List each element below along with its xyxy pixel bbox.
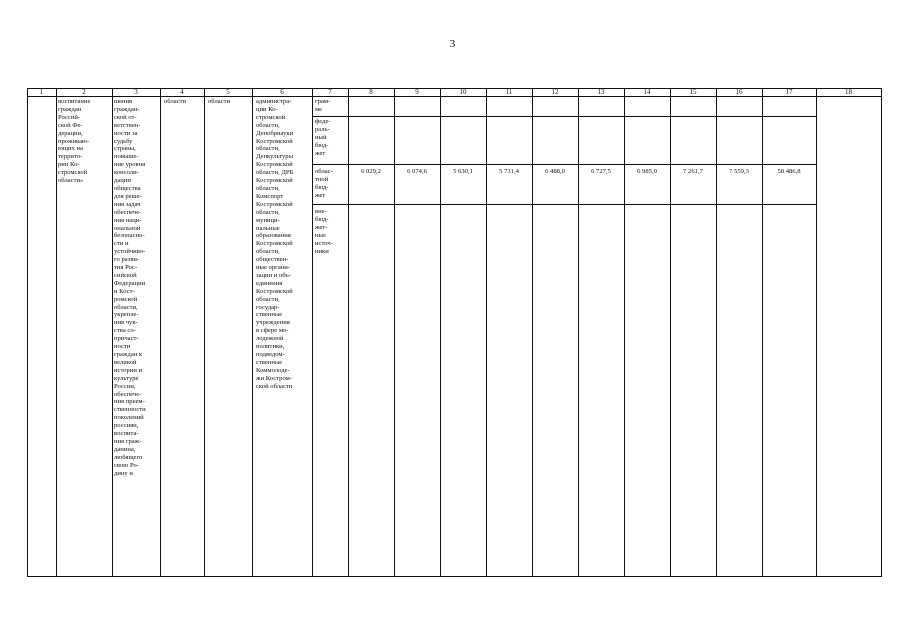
- col4-text: области: [164, 98, 187, 105]
- regional-budget-value: 7 559,3: [729, 168, 749, 175]
- column-header: 18: [845, 88, 852, 96]
- funding-source-extrabudgetary: вне- бюд- жет- ные источ- ники: [315, 208, 333, 255]
- column-header: 10: [459, 88, 467, 96]
- table-border-left: [27, 88, 28, 576]
- regional-budget-value: 6 727,5: [591, 168, 611, 175]
- column-header: 5: [226, 88, 230, 96]
- column-header: 6: [280, 88, 284, 96]
- table-bottom-border: [27, 576, 882, 577]
- col-divider: [56, 88, 57, 576]
- col5-text: области: [208, 98, 231, 105]
- program-goal-text: воспитание граждан Россий- ской Фе- дерации, проживаю- ющих на террито- рии Ко- стромской области»: [58, 98, 91, 185]
- regional-budget-value: 6 985,0: [637, 168, 657, 175]
- col-divider: [578, 88, 579, 576]
- col-divider: [816, 88, 817, 576]
- page-number: 3: [449, 38, 456, 50]
- column-header: 9: [415, 88, 419, 96]
- funding-source-regional: облас- тной бюд- жет: [315, 168, 333, 199]
- funding-source-program: грам- ме: [315, 98, 331, 113]
- column-header: 11: [505, 88, 513, 96]
- row-divider: [312, 164, 816, 165]
- col-divider: [252, 88, 253, 576]
- col-divider: [112, 88, 113, 576]
- col-divider: [716, 88, 717, 576]
- column-header: 17: [785, 88, 793, 96]
- program-task-text: шения граждан- ской от- ветствен- ности за судьбу страны, повыше- ние уровня консоли- дации общества для реше- ния задач обеспече- ния наци- ональной безопасно- сти и устойчиво- го разви- тия Рос- сийской Федерации и Кост- ромской области, укрепле- ния чув- ства со- причаст- ности граждан к великой истории и культуре России, обеспече- ния преем- ственности поколений россиян, воспита- ния граж- данина, любящего свою Ро- дину и: [114, 98, 146, 477]
- regional-budget-value: 6 074,6: [407, 168, 427, 175]
- regional-budget-value: 5 630,1: [453, 168, 473, 175]
- column-header: 1: [39, 88, 44, 96]
- column-header: 8: [369, 88, 373, 96]
- executors-text: администра- ции Ко- стромской области, Депобрнауки Костромской области, Депкультуры Костромской области, ДРБ Костромской области, Комспорт Костромской области, муници- пальные образования Костромской области, обществен- ные органи- зации и объ- единения Костромской области, государ- ственные учреждения в сфере мо- лодежной политики, подведом- ственные Коммолоде- жи Костром- ской области: [256, 98, 294, 390]
- column-header: 15: [689, 88, 697, 96]
- col-divider: [762, 88, 763, 576]
- column-header: 7: [328, 88, 332, 96]
- col-divider: [486, 88, 487, 576]
- col-divider: [394, 88, 395, 576]
- row-divider: [312, 204, 816, 205]
- column-header: 16: [735, 88, 743, 96]
- table-border-right: [881, 88, 882, 576]
- regional-budget-total: 58 486,8: [777, 168, 801, 175]
- funding-source-federal: феде- раль- ный бюд- жет: [315, 118, 331, 157]
- regional-budget-value: 7 261,7: [683, 168, 703, 175]
- col-divider: [312, 88, 313, 576]
- col-divider: [670, 88, 671, 576]
- column-header: 13: [597, 88, 605, 96]
- col-divider: [348, 88, 349, 576]
- column-header: 14: [643, 88, 651, 96]
- col-divider: [532, 88, 533, 576]
- col-divider: [440, 88, 441, 576]
- col-divider: [624, 88, 625, 576]
- regional-budget-value: 6 029,2: [361, 168, 381, 175]
- row-divider: [312, 116, 816, 117]
- col-divider: [160, 88, 161, 576]
- regional-budget-value: 6 488,0: [545, 168, 565, 175]
- column-header: 3: [134, 88, 138, 96]
- col-divider: [204, 88, 205, 576]
- column-header: 12: [551, 88, 559, 96]
- column-header: 4: [180, 88, 184, 96]
- regional-budget-value: 5 731,4: [499, 168, 519, 175]
- column-header: 2: [82, 88, 86, 96]
- header-row-divider: [27, 96, 882, 97]
